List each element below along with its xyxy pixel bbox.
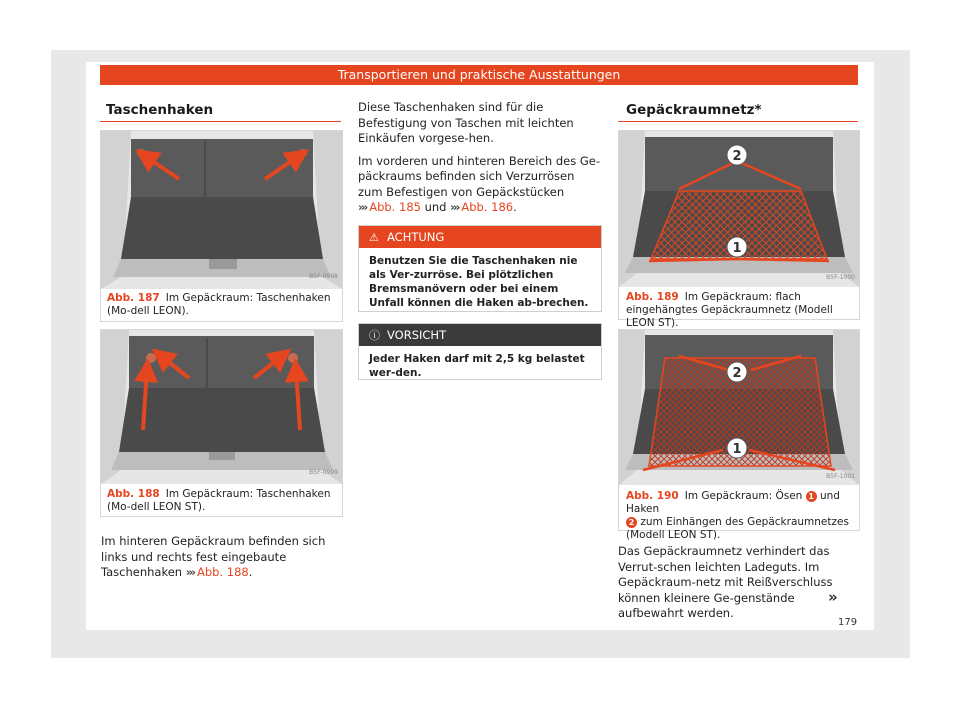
figure-caption <box>626 291 854 330</box>
marker-2-badge: 2 <box>626 517 637 528</box>
figure-189 <box>618 130 860 329</box>
figure-caption <box>107 292 337 318</box>
cross-reference-chevron: ››› <box>185 565 194 579</box>
figure-caption-text: Im Gepäckraum: Taschenhaken (Mo-dell LEON). <box>107 292 331 317</box>
middle-text-block <box>358 100 601 223</box>
marker-2: 2 <box>732 149 742 164</box>
section-rule <box>618 121 858 122</box>
figure-number: Abb. 188 <box>107 488 160 500</box>
paragraph-end: . <box>248 565 253 579</box>
warning-header <box>359 226 601 248</box>
cross-reference-chevron: ››› <box>450 200 459 214</box>
continue-marker: » <box>828 588 838 606</box>
caution-title: VORSICHT <box>387 328 447 342</box>
caution-header <box>359 324 601 346</box>
trunk-net-hooks-image <box>619 330 859 485</box>
caution-text: Jeder Haken darf mit 2,5 kg belastet wer-den. <box>369 353 585 379</box>
cross-reference-chevron: ››› <box>358 200 367 214</box>
figure-number: Abb. 190 <box>626 490 679 502</box>
warning-triangle-icon: ⚠ <box>369 231 379 244</box>
trunk-image-leon <box>101 131 342 289</box>
warning-title: ACHTUNG <box>387 230 445 244</box>
warning-text: Benutzen Sie die Taschenhaken nie als Ver-zurröse. Bei plötzlichen Bremsmanövern oder bei einem Unfall können die Haken ab-brechen. <box>369 255 589 309</box>
trunk-net-flat-image <box>619 131 859 287</box>
image-reference: B5F-0999 <box>309 469 338 476</box>
marker-1: 1 <box>732 241 742 256</box>
figure-caption <box>626 490 854 542</box>
figure-188 <box>100 329 343 517</box>
page-number: 179 <box>838 617 858 628</box>
paragraph-text: Im vorderen und hinteren Bereich des Ge-päckraums befinden sich Verzurrösen zum Befestigen von Gepäckstücken <box>358 153 601 199</box>
image-reference: B5F-1001 <box>826 473 855 480</box>
figure-caption-text: Im Gepäckraum: Taschenhaken (Mo-dell LEON ST). <box>107 488 331 513</box>
figure-caption-text: zum Einhängen des Gepäckraumnetzes (Modell LEON ST). <box>626 516 849 541</box>
chapter-header: Transportieren und praktische Ausstattungen <box>100 65 858 85</box>
figure-caption-text: Im Gepäckraum: Ösen <box>684 490 803 502</box>
cross-reference-link-abb-188[interactable]: Abb. 188 <box>196 565 249 579</box>
cross-reference-link-abb-185[interactable]: Abb. 185 <box>369 200 421 214</box>
marker-1: 1 <box>732 442 742 457</box>
image-reference: B5F-0998 <box>309 273 338 280</box>
figure-190 <box>618 329 860 541</box>
caution-box <box>358 323 602 380</box>
section-title-gepaeckraumnetz: Gepäckraumnetz* <box>626 102 762 118</box>
paragraph-purpose: Diese Taschenhaken sind für die Befestigung von Taschen mit leichten Einkäufen vorgese-hen. <box>358 100 574 145</box>
figure-number: Abb. 187 <box>107 292 160 304</box>
section-title-taschenhaken: Taschenhaken <box>106 102 214 118</box>
section-rule <box>100 121 341 122</box>
trunk-image-leon-st <box>101 330 342 484</box>
figure-187 <box>100 130 343 322</box>
figure-caption-text: und Haken <box>626 490 840 515</box>
info-circle-icon: ⓘ <box>369 329 380 342</box>
paragraph-taschenhaken-location <box>101 534 343 581</box>
image-reference: B5F-1000 <box>826 274 855 281</box>
figure-caption-text: Im Gepäckraum: flach eingehängtes Gepäckraumnetz (Modell LEON ST). <box>626 291 833 329</box>
paragraph-end: . <box>513 200 517 214</box>
warning-box <box>358 225 602 312</box>
paragraph-lashing-eyes <box>358 154 601 216</box>
figure-number: Abb. 189 <box>626 291 679 303</box>
figure-caption <box>107 488 337 514</box>
marker-1-badge: 1 <box>806 491 817 502</box>
cross-reference-link-abb-186[interactable]: Abb. 186 <box>461 200 514 214</box>
paragraph-text: und <box>424 200 447 214</box>
paragraph-text: Im hinteren Gepäckraum befinden sich links und rechts fest eingebaute Taschenhaken <box>101 534 326 579</box>
marker-2: 2 <box>732 366 742 381</box>
paragraph-net-description: Das Gepäckraumnetz verhindert das Verrut-schen leichten Ladeguts. Im Gepäckraum-netz mit Reißverschluss können kleinere Ge-genstände aufbewahrt werden. <box>618 544 833 620</box>
